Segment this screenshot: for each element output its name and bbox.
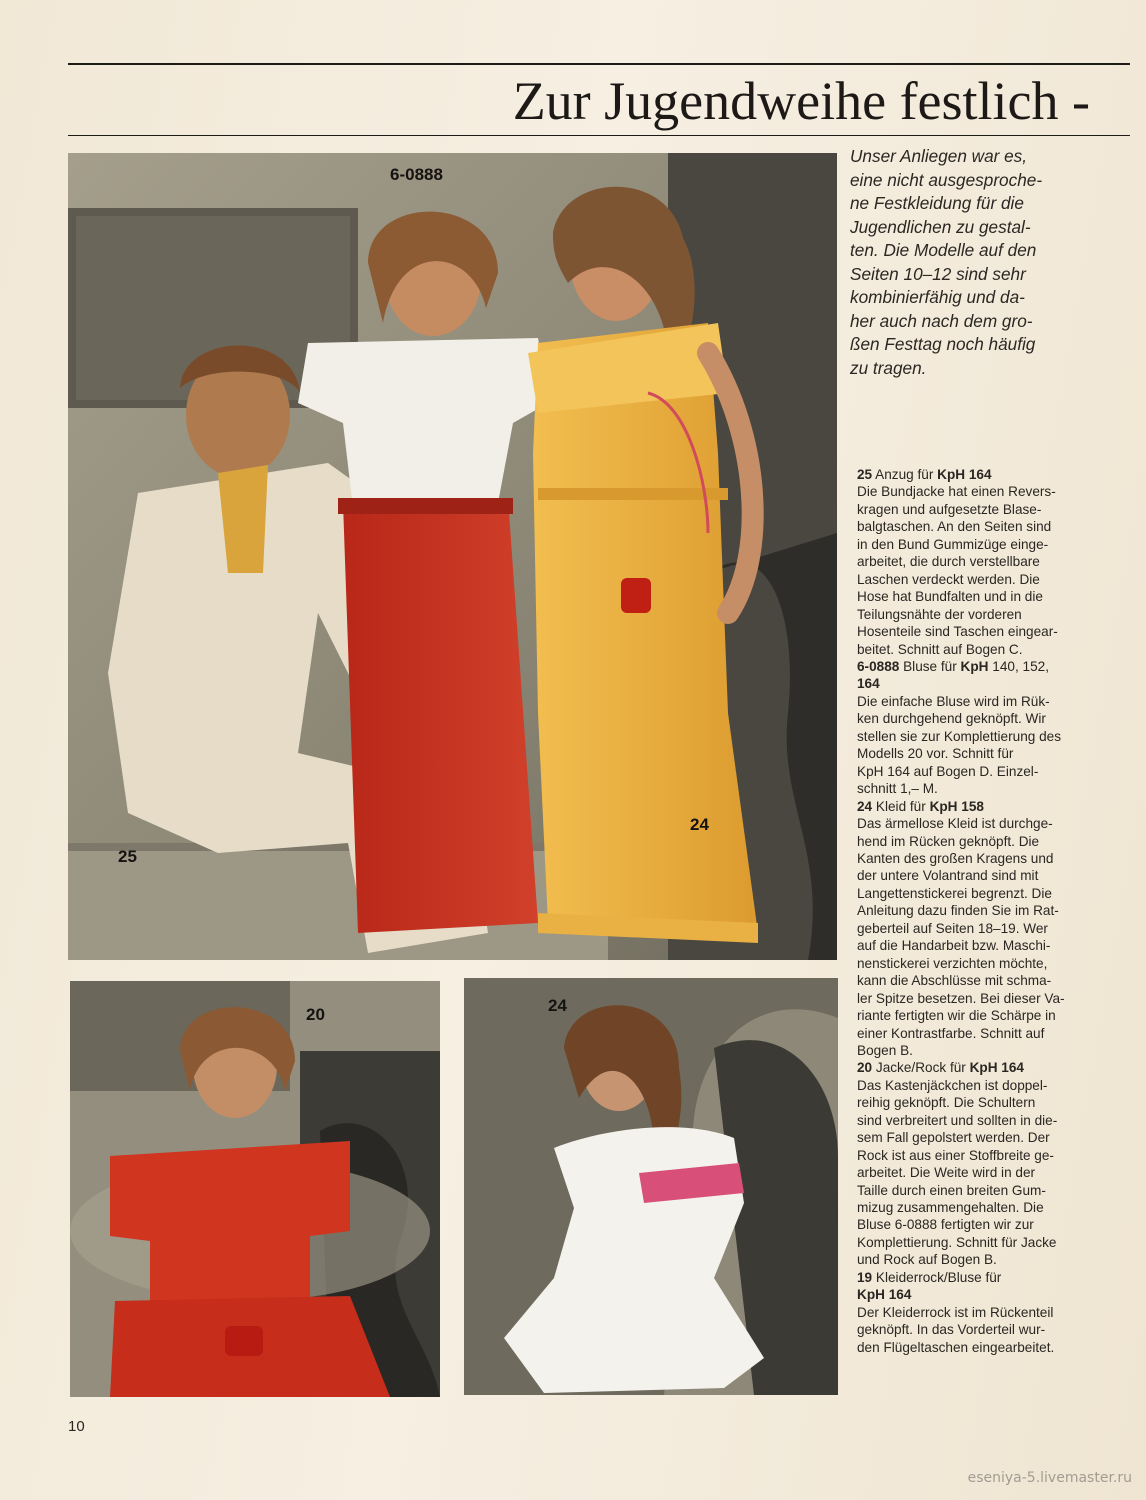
desc-line: geknöpft. In das Vorderteil wur- [857,1322,1046,1338]
desc-line: kann die Abschlüsse mit schma- [857,973,1052,989]
desc-line: den Flügeltaschen eingearbeitet. [857,1339,1055,1355]
bottom-left-photo-illustration [70,981,440,1397]
intro-line: Seiten 10–12 sind sehr [850,263,1026,284]
desc-line: Kanten des großen Kragens und [857,850,1054,866]
desc-line: Rock ist aus einer Stoffbreite ge- [857,1147,1054,1163]
model-20-heading: 20 Jacke/Rock für KpH 164 [857,1060,1024,1076]
bottom-right-photo-illustration [464,978,838,1395]
model-19-heading: 19 Kleiderrock/Bluse für [857,1269,1002,1285]
desc-line: riante fertigten wir die Schärpe in [857,1008,1056,1024]
intro-line: zu tragen. [850,357,927,378]
desc-line: beitet. Schnitt auf Bogen C. [857,641,1023,657]
desc-line: Laschen verdeckt werden. Die [857,571,1040,587]
main-photo-illustration [68,153,837,960]
desc-line: der untere Volantrand sind mit [857,868,1039,884]
photo-label-suit: 25 [118,847,137,866]
desc-line: auf die Handarbeit bzw. Maschi- [857,938,1051,954]
desc-line: Bogen B. [857,1042,913,1058]
desc-line: stellen sie zur Komplettierung des [857,728,1062,744]
desc-line: in den Bund Gummizüge einge- [857,536,1049,552]
desc-line: Bluse 6-0888 fertigten wir zur [857,1217,1034,1233]
desc-line: sind verbreitert und sollten in die- [857,1112,1058,1128]
desc-line: KpH 164 auf Bogen D. Einzel- [857,763,1039,779]
page-headline: Zur Jugendweihe festlich - [512,71,1090,131]
desc-line: einer Kontrastfarbe. Schnitt auf [857,1025,1045,1041]
desc-line: Die einfache Bluse wird im Rük- [857,693,1050,709]
desc-line: reihig geknöpft. Die Schultern [857,1095,1036,1111]
desc-line: Die Bundjacke hat einen Revers- [857,484,1056,500]
model-25-heading: 25 Anzug für KpH 164 [857,467,992,482]
desc-line: ken durchgehend geknöpft. Wir [857,711,1046,727]
desc-line: arbeitet, die durch verstellbare [857,554,1040,570]
photo-label-24-bottom: 24 [548,996,567,1015]
desc-line: sem Fall gepolstert werden. Der [857,1130,1050,1146]
desc-line: mizug zusammengehalten. Die [857,1200,1044,1216]
headline-rule [68,135,1130,136]
desc-line: Das Kastenjäckchen ist doppel- [857,1077,1048,1093]
desc-line: Langettenstickerei begrenzt. Die [857,885,1052,901]
intro-line: ne Festkleidung für die [850,193,1024,213]
intro-text [850,145,1120,380]
intro-line: kombinierfähig und da- [850,287,1025,307]
photo-label-blouse: 6-0888 [390,165,443,184]
desc-line: Teilungsnähte der vorderen [857,606,1022,622]
desc-line: hend im Rücken geknöpft. Die [857,833,1040,849]
desc-line: nenstickerei verzichten möchte, [857,955,1048,971]
desc-line: Hosenteile sind Taschen eingear- [857,624,1058,640]
intro-line: eine nicht ausgesproche- [850,169,1043,190]
desc-line: und Rock auf Bogen B. [857,1252,997,1268]
watermark-text: eseniya-5.livemaster.ru [967,1470,1132,1486]
desc-line: Hose hat Bundfalten und in die [857,589,1043,605]
bottom-left-photo [70,981,440,1397]
desc-line: ler Spitze besetzen. Bei dieser Va- [857,990,1065,1006]
main-photo [68,153,837,960]
page-number: 10 [68,1418,85,1435]
desc-line: geberteil auf Seiten 18–19. Wer [857,920,1048,936]
desc-line: Modells 20 vor. Schnitt für [857,746,1014,762]
model-24-heading: 24 Kleid für KpH 158 [857,798,984,814]
desc-line: balgtaschen. An den Seiten sind [857,519,1052,535]
desc-line: Das ärmellose Kleid ist durchge- [857,816,1053,832]
model-descriptions [857,466,1129,1356]
intro-line: Unser Anliegen war es, [850,146,1028,166]
desc-line: Der Kleiderrock ist im Rückenteil [857,1304,1054,1320]
model-19-size: KpH 164 [857,1287,912,1303]
bottom-right-photo [464,978,838,1395]
intro-line: her auch nach dem gro- [850,310,1033,331]
model-6-0888-size-cont: 164 [857,676,880,692]
desc-line: arbeitet. Die Weite wird in der [857,1165,1036,1181]
photo-label-dress: 24 [690,815,709,834]
top-rule [68,63,1130,65]
desc-line: Komplettierung. Schnitt für Jacke [857,1234,1057,1250]
desc-line: Anleitung dazu finden Sie im Rat- [857,903,1059,919]
photo-label-20: 20 [306,1005,325,1024]
intro-line: Jugendlichen zu gestal- [850,216,1031,237]
desc-line: Taille durch einen breiten Gum- [857,1182,1046,1198]
model-6-0888-heading: 6-0888 Bluse für KpH 140, 152, [857,658,1049,674]
intro-line: ten. Die Modelle auf den [850,240,1037,260]
intro-line: ßen Festtag noch häufig [850,334,1036,354]
desc-line: schnitt 1,– M. [857,781,938,797]
desc-line: kragen und aufgesetzte Blase- [857,501,1042,517]
